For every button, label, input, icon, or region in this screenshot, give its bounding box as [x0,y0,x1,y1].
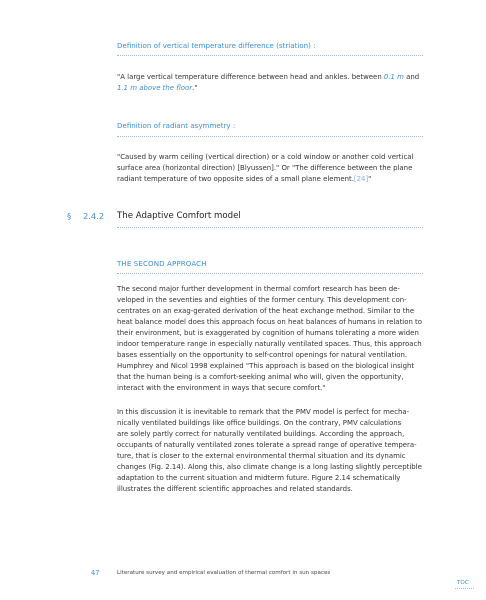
paragraph-line: adaptation to the current situation and midterm future. Figure 2.14 schematically [117,474,401,482]
paragraph-line: nically ventilated buildings like office buildings. On the contrary, PMV calculations [117,419,402,427]
paragraph-line: The second major further development in thermal comfort research has been de- [117,285,400,293]
paragraph-line: that the human being is a comfort-seeking animal who will, given the opportunity, [117,373,404,381]
paragraph-line: In this discussion it is inevitable to remark that the PMV model is perfect for mecha- [117,408,410,416]
quote-text: and [403,73,420,81]
paragraph-line: bases essentially on the opportunity to self-control openings for natural ventilation. [117,351,408,359]
divider [455,588,474,589]
divider [117,273,423,274]
section-number: 2.4.2 [83,211,105,221]
paragraph-line: their environment, but is exaggerated by cognition of humans tolerating a more widen [117,329,419,337]
definition-quote-striation [117,72,425,94]
running-footer: Literature survey and empirical evaluation of thermal comfort in sun spaces [117,570,331,576]
paragraph-line: occupants of naturally ventilated zones tolerate a spread range of operative tempera- [117,441,417,449]
paragraph-line: illustrates the different scientific approaches and related standards. [117,485,353,493]
measurement-value: 0.1 m [383,73,404,81]
divider [117,227,423,228]
section-symbol: § [67,211,72,221]
paragraph-pmv-discussion [117,407,425,495]
reference-link[interactable]: [24] [353,175,369,183]
divider [117,136,423,137]
subsection-title: THE SECOND APPROACH [117,259,207,268]
paragraph-line: are solely partly correct for naturally ventilated buildings. According the approach, [117,430,405,438]
section-title: The Adaptive Comfort model [117,211,241,221]
paragraph-line: interact with the environment in ways that secure comfort." [117,384,326,392]
quote-text: " [368,175,372,183]
definition-quote-radiant-asymmetry [117,152,425,185]
paragraph-line: centrates on an exag-gerated derivation of the heat exchange method. Similar to the [117,307,415,315]
toc-link[interactable]: TOC [457,580,469,586]
quote-line: "Caused by warm ceiling (vertical direction) or a cold window or another cold vertical [117,153,414,161]
quote-text: radiant temperature of two opposite sides of a small plane element. [117,175,354,183]
paragraph-line: veloped in the seventies and eighties of the former century. This development con- [117,296,407,304]
quote-text: "A large vertical temperature difference between head and ankles. between [117,73,384,81]
paragraph-line: changes (Fig. 2.14). Along this, also climate change is a long lasting slightly perceptible [117,463,422,471]
paragraph-line: heat balance model does this approach focus on heat balances of humans in relation to [117,318,423,326]
measurement-value: 1.1 m above the floor [117,84,193,92]
paragraph-line: ture, that is closer to the external environmental thermal situation and its dynamic [117,452,406,460]
paragraph-line: Humphrey and Nicol 1998 explained "This approach is based on the biological insight [117,362,415,370]
definition-title-radiant-asymmetry: Definition of radiant asymmetry : [117,121,236,130]
paragraph-line: indoor temperature range in especially naturally ventilated spaces. Thus, this approach [117,340,422,348]
quote-line: surface area (horizontal direction) [Blyussen]." Or "The difference between the plane [117,164,413,172]
paragraph-adaptive-approach [117,284,425,394]
divider [117,55,423,56]
quote-text: ." [192,84,198,92]
definition-title-striation: Definition of vertical temperature difference (striation) : [117,41,316,50]
page-number: 47 [91,569,100,577]
